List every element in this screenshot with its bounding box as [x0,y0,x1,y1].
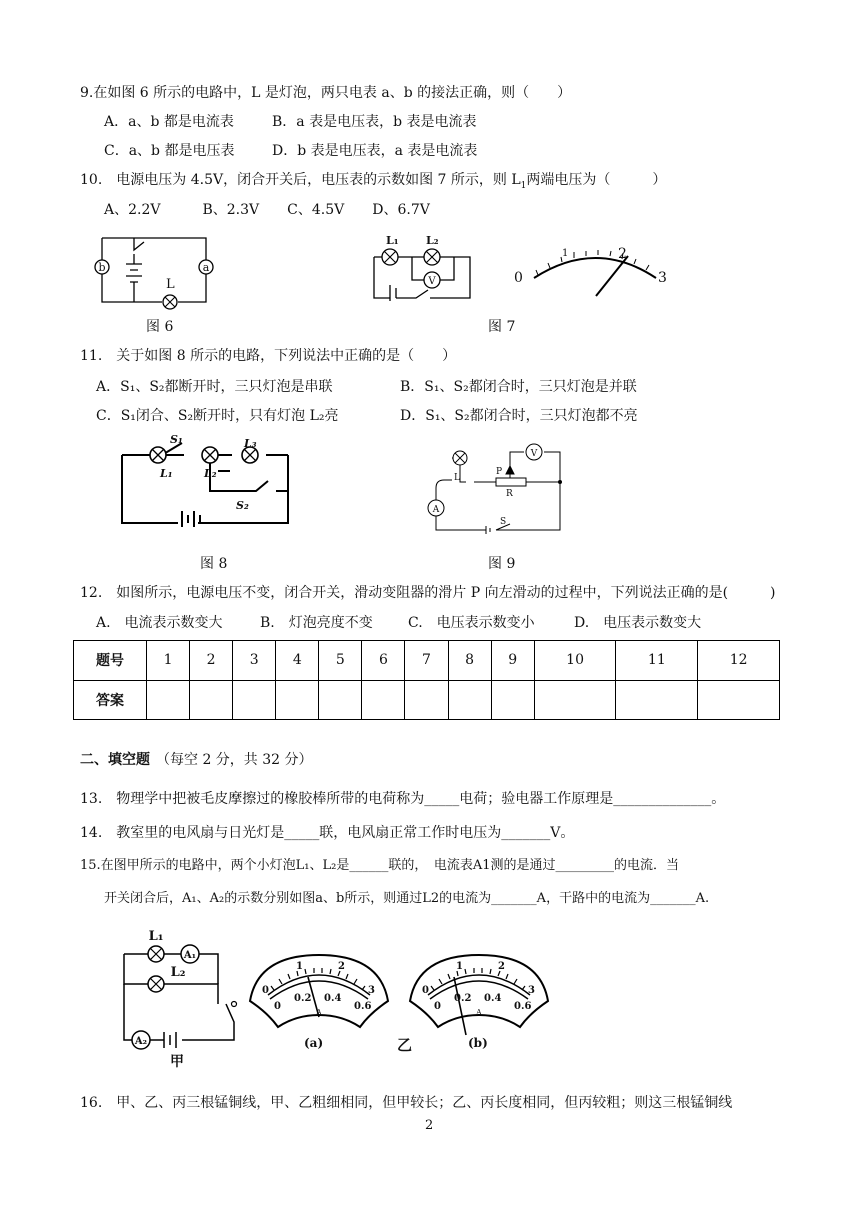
q9-option-c: C．a、b 都是电压表 [104,143,235,159]
lamp-l-label: L [454,473,460,483]
q12-option-d: D. 电压表示数变大 [574,615,702,631]
top-scale-3: 3 [368,985,375,996]
question-number-label: 题号 [74,641,147,681]
meter-b-label: b [98,261,106,274]
top-scale-1: 1 [296,961,303,972]
answer-cell[interactable] [534,680,616,720]
figure-7-caption: 图 7 [488,319,516,335]
figure-9-caption: 图 9 [488,556,516,572]
meter-a-caption: (a) [304,1036,324,1050]
top-scale-3: 3 [528,985,535,996]
q11-option-a: A．S₁、S₂都断开时，三只灯泡是串联 [96,379,333,395]
lamp-l2-label: L₂ [426,234,439,247]
answer-table-answer-row [74,680,780,720]
q10-stem: 10. 电源电压为 4.5V，闭合开关后，电压表的示数如图 7 所示，则 $L_1$两端电压为（ ） [80,172,667,191]
q15-line-1: 15.在图甲所示的电路中，两个小灯泡L₁、L₂是______联的， 电流表A1测的是通过_________的电流．当 [80,858,680,873]
answer-cell[interactable] [448,680,491,720]
figure-8-circuit [118,435,293,530]
slider-p-label: P [496,467,503,477]
unit-label: A [316,1008,322,1017]
q9-stem: 9.在如图 6 所示的电路中，L 是灯泡，两只电表 a、b 的接法正确，则（ ） [80,85,572,101]
bottom-scale-2: 0.4 [324,993,342,1004]
q12-option-a: A. 电流表示数变大 [96,615,223,631]
question-number-cell: 11 [616,641,698,681]
question-number-cell: 6 [362,641,405,681]
switch-s2-label: S₂ [236,499,249,512]
answer-cell[interactable] [698,680,780,720]
top-scale-0: 0 [262,985,269,996]
top-scale-2: 2 [338,961,345,972]
lamp-l3-label: L₃ [244,437,257,450]
q11-stem: 11. 关于如图 8 所示的电路，下列说法中正确的是（ ） [80,348,457,364]
answer-cell[interactable] [319,680,362,720]
q9-option-d: D．b 表是电压表，a 表是电流表 [272,143,478,159]
bottom-scale-3: 0.6 [354,1001,372,1012]
top-scale-1: 1 [456,961,463,972]
figure-6-circuit [90,230,220,310]
figure-jia-label: 甲 [170,1054,184,1070]
question-number-cell: 4 [276,641,319,681]
figure-7-circuit [366,232,476,302]
switch-s1-label: S₁ [170,433,183,446]
bottom-scale-3: 0.6 [514,1001,532,1012]
lamp-l2-label: L₂ [170,965,186,980]
answer-label: 答案 [74,680,147,720]
scale-label-2: 2 [618,246,627,262]
rheostat-icon [496,478,526,486]
question-number-cell: 9 [491,641,534,681]
answer-cell[interactable] [362,680,405,720]
switch-s-label: S [500,517,507,527]
answer-cell[interactable] [147,680,190,720]
page-number: 2 [425,1118,434,1133]
q12-option-b: B. 灯泡亮度不变 [260,615,373,631]
figure-8-caption: 图 8 [200,556,228,572]
meter-b-caption: (b) [468,1036,488,1050]
q12-stem: 12. 如图所示，电源电压不变，闭合开关，滑动变阻器的滑片 P 向左滑动的过程中，下列说法正确的是( ) [80,585,776,601]
q13-text: 13. 物理学中把被毛皮摩擦过的橡胶棒所带的电荷称为_____电荷；验电器工作原理是______________。 [80,791,726,807]
figure-yi-label: 乙 [397,1036,413,1054]
answer-table [73,640,780,720]
figure-9-circuit [424,440,569,535]
q15-line-2: 开关闭合后，A₁、A₂的示数分别如图a、b所示，则通过L2的电流为_______A，干路中的电流为_______A. [104,891,710,906]
top-scale-0: 0 [422,985,429,996]
lamp-l-label: L [166,277,175,292]
q12-option-c: C. 电压表示数变小 [408,615,535,631]
answer-table-header-row [74,641,780,681]
question-number-cell: 1 [147,641,190,681]
question-number-cell: 8 [448,641,491,681]
rheostat-r-label: R [506,489,513,499]
bottom-scale-1: 0.2 [454,993,472,1004]
voltmeter-needle [596,256,628,296]
lamp-l1-label: L₁ [148,929,164,944]
top-scale-2: 2 [498,961,505,972]
scale-label-0: 0 [514,270,523,286]
figure-meter-b [404,935,554,1055]
figure-6-caption: 图 6 [146,319,174,335]
lamp-l1-label: L₁ [160,467,173,480]
lamp-l2-label: L₂ [204,467,217,480]
ammeter-a1-label: A₁ [183,950,197,961]
unit-label: A [476,1008,482,1017]
q11-option-d: D．S₁、S₂都闭合时，三只灯泡都不亮 [400,408,638,424]
answer-cell[interactable] [616,680,698,720]
lamp-l1-label: L₁ [386,234,399,247]
figure-jia-circuit [118,920,248,1080]
bottom-scale-1: 0.2 [294,993,312,1004]
figure-7-voltmeter-scale [510,240,670,300]
question-number-cell: 10 [534,641,616,681]
question-number-cell: 3 [233,641,276,681]
answer-cell[interactable] [233,680,276,720]
scale-label-3: 3 [658,270,667,286]
bottom-scale-0: 0 [434,1001,441,1012]
question-number-cell: 7 [405,641,448,681]
q9-option-b: B．a 表是电压表，b 表是电流表 [272,114,477,130]
answer-cell[interactable] [405,680,448,720]
voltmeter-label: V [530,449,538,459]
question-number-cell: 2 [190,641,233,681]
ammeter-label: A [432,505,440,515]
q11-option-c: C．S₁闭合、S₂断开时，只有灯泡 L₂亮 [96,408,339,424]
answer-cell[interactable] [190,680,233,720]
bottom-scale-0: 0 [274,1001,281,1012]
q10-options: A、2.2V B、2.3V C、4.5V D、6.7V [104,202,430,218]
q14-text: 14. 教室里的电风扇与日光灯是_____联，电风扇正常工作时电压为_______V。 [80,825,575,841]
question-number-cell: 12 [698,641,780,681]
figure-meter-a [244,935,394,1055]
q11-option-b: B．S₁、S₂都闭合时，三只灯泡是并联 [400,379,637,395]
section-2-heading: 二、填空题 （每空 2 分，共 32 分） [80,752,313,768]
q16-text: 16. 甲、乙、丙三根锰铜线，甲、乙粗细相同，但甲较长；乙、丙长度相同，但丙较粗；则这三根锰铜线 [80,1095,733,1111]
voltmeter-label: V [428,276,436,287]
meter-a-label: a [202,261,210,274]
bottom-scale-2: 0.4 [484,993,502,1004]
answer-cell[interactable] [276,680,319,720]
ammeter-a2-label: A₂ [134,1036,148,1047]
question-number-cell: 5 [319,641,362,681]
q9-option-a: A．a、b 都是电流表 [104,114,234,130]
answer-cell[interactable] [491,680,534,720]
scale-label-1: 1 [562,248,569,259]
